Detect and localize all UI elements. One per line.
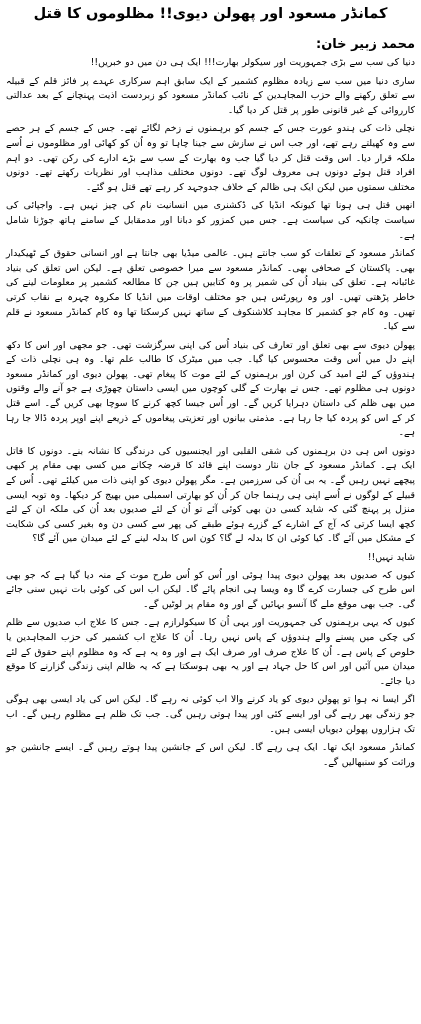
article-paragraph: کیوں کہ یہی برہمنوں کی جمہوریت اور یہی اُن کا سیکولرازم ہے۔ جس کا علاج اب صدیوں سے ظلم کی چکی میں پسنے والے ہندوؤں کے پاس نہیں رہا۔ اُن کا علاج اب کشمیر کی حزب المجاہدین یا خلوص کے پاس ہے۔ اُن کا علاج صرف اور صرف ایک ہے اور وہ یہ ہے کہ وہ مظلوم اپنے حقوق کے لئے میدان میں آئیں اور اس کا حل جہاد ہے اور یہ بھی ہوسکتا ہے کہ یہ ظالم اپنی زندگی گزارنے کا موقع دیا جائے۔ [6, 617, 415, 687]
article-paragraph: دنیا کی سب سے بڑی جمہوریت اور سیکولر بھارت!!! ایک ہی دن میں دو خبریں!! [90, 57, 415, 68]
article-paragraph: پھولن دیوی سے بھی تعلق اور تعارف کی بنیاد اُس کی اپنی سرگزشت تھی۔ جو مجھی اور اس کا دکھ اپنے دل میں اُس وقت محسوس کیا گیا۔ جب میں میٹرک کا طالب علم تھا۔ وہ ہی نچلی ذات کے ہندوؤں کے لئے امید کی کرن اور برہمنوں کے لئے موت کا پیغام تھی۔ پھولن دیوی اور کمانڈر مسعود دونوں ہی مظلوم تھے۔ جس نے بھارت کے گلی کوچوں میں ایسی داستان چھوڑی ہے جو آنے والے وقتوں میں بھی ظلم کی داستان دہرایا کریں گے۔ اور اُس جیسا کچھ کرنے کا سوچا بھی کریں گے۔ اسے قتل کر کے اس کو پردہ کیا جا رہا ہے۔ مذمتی بیانوں اور تعزیتی پیغاموں کے ذریعے اپنے اوپر پردہ ڈالا جا رہا ہے۔ [6, 339, 415, 439]
article-byline: محمد زبیر خان: [316, 37, 415, 52]
article-paragraph: انھیں قتل ہی ہونا تھا کیونکہ انڈیا کی ڈکشنری میں انسانیت نام کی چیز نہیں ہے۔ واجپائی کی سیاست چانکیہ کی سیاست ہے۔ جس میں کمزور کو دبانا اور مدمقابل کے سامنے ہاتھ جوڑنا شامل ہے۔ [6, 200, 415, 241]
article-headline: کمانڈر مسعود اور پھولن دیوی!! مظلوموں کا قتل [33, 6, 388, 22]
article-paragraph: شاید نہیں!! [367, 552, 415, 563]
article-paragraph: کیوں کہ صدیوں بعد پھولن دیوی پیدا ہوئی اور اُس کو اُس طرح موت کے منہ دیا گیا ہے کہ جو بھی اس طرح کی جسارت کرے گا وہ ویسا ہی انجام پائے گا۔ لیکن اب اس کی کوئی بات نہیں سنی جائے گی۔ جب بھی موقع ملے گا آنسو بہائیں گے اور وہ مقام پر لوٹیں گے۔ [6, 569, 415, 610]
article-body [6, 56, 415, 770]
article-paragraph: اگر ایسا نہ ہوا تو پھولن دیوی کو یاد کرنے والا اب کوئی نہ رہے گا۔ لیکن اس کی یاد ایسی بھی ہوگی جو زندگی بھر رہے گی اور ایسے کئی اور پیدا ہوتی رہیں گی۔ جب تک ظلم ہے مظلوم رہیں گے۔ اب تک ہزاروں پھولن دیویاں ایسی ہیں۔ [6, 694, 415, 735]
article-paragraph: ساری دنیا میں سب سے زیادہ مظلوم کشمیر کے ایک سابق اہم سرکاری عہدے پر فائز قلم کے قبیلہ سے تعلق رکھنے والے حزب المجاہدین کے نائب کمانڈر مسعود کو زبردست اذیت پہنچانے کے بعد عدالتی کارروائی کے غیر قانونی طور پر قتل کر دیا گیا۔ [6, 75, 415, 116]
article-paragraph: نچلی ذات کی ہندو عورت جس کے جسم کو برہمنوں نے زخم لگائے تھے۔ جس کے جسم کے ہر حصے سے وہ کھیلتے رہے تھے، اور جب اس نے سازش سے جینا چاہا تو وہ اُن کو کھائی اور مظلوموں نے اُسے ملکہ قرار دیا۔ اس وقت قتل کر دیا گیا جب وہ بھارت کے سب سے بڑے ادارے کی رکن تھی۔ دو اہم افراد قتل ہوئے دونوں ہی معروف لوگ تھے۔ دونوں مختلف مذاہب اور نظریات رکھتے تھے۔ دونوں مختلف سمتوں میں لیکن ایک ہی ظالم کے خلاف جدوجہد کر رہے تھے قتل ہو گئے۔ [6, 123, 415, 193]
article-paragraph: کمانڈر مسعود ایک تھا۔ ایک ہی رہے گا۔ لیکن اس کے جانشین پیدا ہوتے رہیں گے۔ ایسے جانشین جو وراثت کو سنبھالیں گے۔ [6, 742, 415, 768]
article-paragraph: دونوں اس ہی دن برہمنوں کی شقی القلبی اور ایجنسیوں کی درندگی کا نشانہ بنے۔ دونوں کا قاتل ایک ہے۔ کمانڈر مسعود کے جان نثار دوست اپنے قائد کا قرضہ چکانے میں کسی بھی مقام پر کبھی پیچھے نہیں رہیں گے۔ یہ بی اُن کی سرزمین ہے۔ مگر پھولن دیوی کو اپنی ذات میں کیلئے تھی۔ اُس کے قبیلے کے لوگوں نے اُسے اپنی ہی رہنما جان کر اُن کو بھارتی اسمبلی میں بھیج کر دیکھا۔ وہ توبہ ایسی منزل پر پہنچ گئی کہ شاید کسی دن بھی کوئی آئے تو اُن کے لئے صدیوں بعد اُن کی ملکہ ان کے لئے کچھ ایسا کرتی کہ آج کے اشارے کے گزرے ہوئے طبقے کی پھر سے کسی دن وہ بغیر کسی کی شکایت کے مشکل میں آئے گا۔ کیا کوئی ان کا بدلہ لے گا؟ کون اس کا بدلہ لینے کے لئے میدان میں آئے گا؟ [6, 445, 415, 545]
article-paragraph: کمانڈر مسعود کے تعلقات کو سب جانتے ہیں۔ عالمی میڈیا بھی جانتا ہے اور انسانی حقوق کے ٹھیکیدار بھی۔ پاکستان کے صحافی بھی۔ کمانڈر مسعود سے میرا خصوصی تعلق ہے۔ لیکن اس تعلق کی بنیاد غائبانہ ہے۔ تعلق کی بنیاد اُن کی شمیر پر وہ کتابیں ہیں جن کا مطالعہ کشمیر پر معلومات لینے کی خاطر پڑھتی تھیں۔ اور وہ رپورٹس ہیں جو مختلف اوقات میں انڈیا کا مکروہ چہرہ بے نقاب کرتی تھیں۔ وہ کام جو کشمیر کا مجاہد کلاشنکوف کے ساتھ نہیں کرسکتا تھا وہ کام کمانڈر مسعود نے قلم سے کیا۔ [6, 248, 415, 333]
